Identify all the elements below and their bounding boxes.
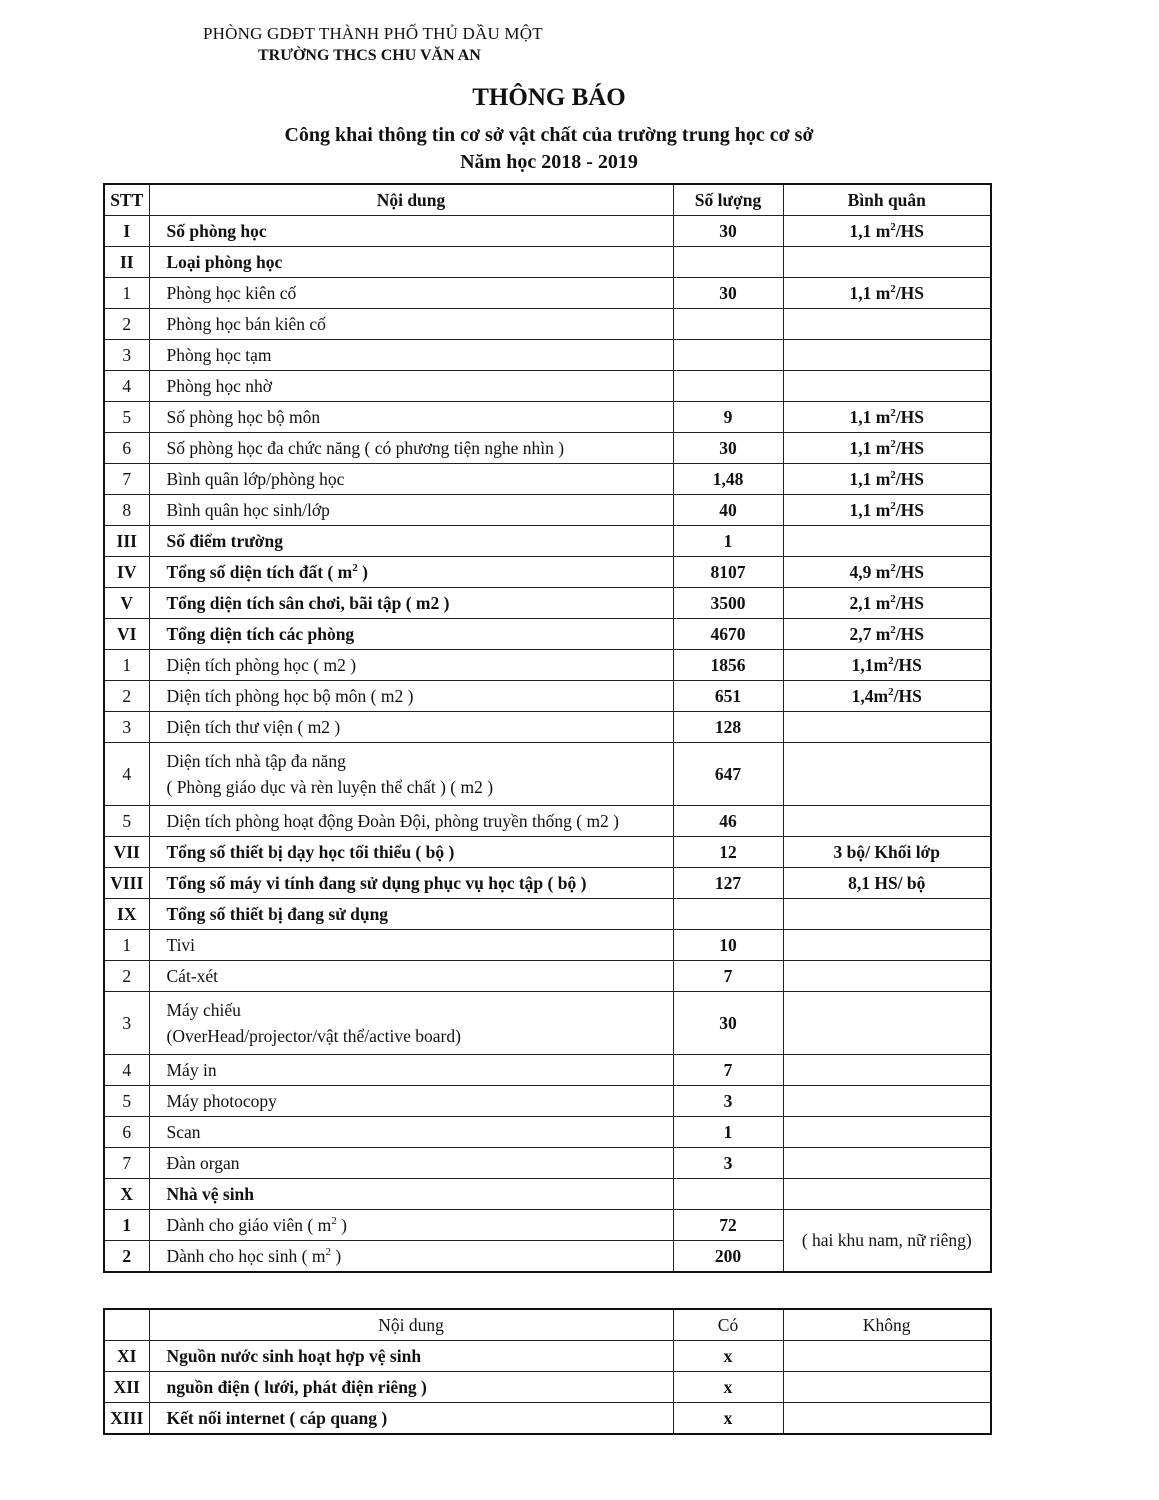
superscript: 2: [890, 282, 896, 295]
table-row: [104, 464, 991, 495]
row-content-text: Tổng số diện tích đất ( m: [166, 561, 353, 582]
row-average-text: 1,1 m: [849, 406, 891, 427]
row-average: [783, 806, 991, 837]
row-stt: V: [104, 588, 149, 619]
row-average: [783, 1179, 991, 1210]
row-content: Tổng số máy vi tính đang sử dụng phục vụ học tập ( bộ ): [149, 868, 673, 899]
row-average: [783, 247, 991, 278]
row-content-suffix: ): [330, 1245, 342, 1266]
row-quantity: 7: [673, 1055, 783, 1086]
table-row: [104, 309, 991, 340]
row-stt: 1: [104, 278, 149, 309]
row-average-suffix: /HS: [895, 406, 925, 427]
table-row: [104, 1148, 991, 1179]
row-average-suffix: /HS: [895, 282, 925, 303]
row-average: [783, 743, 991, 806]
table-row: [104, 930, 991, 961]
table-row: [104, 1086, 991, 1117]
header-stt: [104, 1309, 149, 1341]
row-quantity: 4670: [673, 619, 783, 650]
superscript: 2: [890, 592, 896, 605]
row-average-text: 1,1 m: [849, 437, 891, 458]
row-average-text: 1,4m: [851, 685, 889, 706]
row-quantity: [673, 899, 783, 930]
row-content: Kết nối internet ( cáp quang ): [149, 1403, 673, 1435]
table-row: [104, 495, 991, 526]
row-average-suffix: /HS: [895, 468, 925, 489]
row-quantity: [673, 309, 783, 340]
row-content: Máy in: [149, 1055, 673, 1086]
row-content: Cát-xét: [149, 961, 673, 992]
table-row: [104, 247, 991, 278]
row-stt: 6: [104, 433, 149, 464]
table-row: [104, 1210, 991, 1241]
row-quantity: 30: [673, 992, 783, 1055]
superscript: 2: [890, 623, 896, 636]
row-quantity: 8107: [673, 557, 783, 588]
header-average: Bình quân: [783, 184, 991, 216]
row-content: Tổng số thiết bị đang sử dụng: [149, 899, 673, 930]
row-average-text: 1,1 m: [849, 220, 891, 241]
table-row: [104, 650, 991, 681]
row-content: [149, 992, 673, 1055]
row-quantity: 10: [673, 930, 783, 961]
school-year: Năm học 2018 - 2019: [460, 151, 638, 173]
row-content: [149, 743, 673, 806]
row-average: 8,1 HS/ bộ: [783, 868, 991, 899]
row-stt: 7: [104, 1148, 149, 1179]
table-row: [104, 619, 991, 650]
row-stt: VIII: [104, 868, 149, 899]
table-row: [104, 868, 991, 899]
row-content-suffix: ): [336, 1214, 347, 1235]
row-quantity: 7: [673, 961, 783, 992]
table-row: [104, 1117, 991, 1148]
row-stt: XIII: [104, 1403, 149, 1435]
superscript: 2: [890, 406, 896, 419]
row-average: [783, 588, 991, 619]
table-row: [104, 1372, 991, 1403]
table-row: [104, 712, 991, 743]
row-stt: II: [104, 247, 149, 278]
row-content: Diện tích phòng hoạt động Đoàn Đội, phòng truyền thống ( m2 ): [149, 806, 673, 837]
row-average-suffix: /HS: [895, 561, 925, 582]
row-average-suffix: /HS: [893, 654, 922, 675]
toilet-note: ( hai khu nam, nữ riêng): [783, 1210, 991, 1273]
row-stt: 3: [104, 340, 149, 371]
row-average: [783, 619, 991, 650]
row-stt: IX: [104, 899, 149, 930]
row-quantity: 128: [673, 712, 783, 743]
superscript: 2: [890, 220, 896, 233]
row-average: [783, 961, 991, 992]
facilities-table: [103, 183, 992, 1273]
row-stt: I: [104, 216, 149, 247]
row-average: [783, 650, 991, 681]
row-content: [149, 1210, 673, 1241]
row-average: [783, 930, 991, 961]
row-average-suffix: /HS: [895, 592, 925, 613]
row-stt: 6: [104, 1117, 149, 1148]
row-content: Scan: [149, 1117, 673, 1148]
row-average-text: 2,7 m: [849, 623, 891, 644]
row-average: [783, 433, 991, 464]
header-yes: Có: [673, 1309, 783, 1341]
row-quantity: 1,48: [673, 464, 783, 495]
row-content: Đàn organ: [149, 1148, 673, 1179]
table-row: [104, 806, 991, 837]
row-stt: VII: [104, 837, 149, 868]
row-quantity: 1: [673, 526, 783, 557]
table-row: [104, 526, 991, 557]
row-content: Số phòng học đa chức năng ( có phương tiện nghe nhìn ): [149, 433, 673, 464]
table-row: [104, 899, 991, 930]
row-stt: 2: [104, 681, 149, 712]
superscript: 2: [890, 561, 896, 574]
row-quantity: [673, 1179, 783, 1210]
document-title: THÔNG BÁO: [472, 84, 626, 111]
row-average: [783, 899, 991, 930]
row-no: [783, 1372, 991, 1403]
row-quantity: 46: [673, 806, 783, 837]
row-quantity: 3500: [673, 588, 783, 619]
table-row: [104, 216, 991, 247]
superscript: 2: [331, 1214, 337, 1227]
row-content: Tổng diện tích sân chơi, bãi tập ( m2 ): [149, 588, 673, 619]
row-content: [149, 1241, 673, 1273]
row-average: [783, 1148, 991, 1179]
row-stt: 7: [104, 464, 149, 495]
row-quantity: 30: [673, 433, 783, 464]
header-content: Nội dung: [149, 184, 673, 216]
row-content-line: Máy chiếu: [166, 1000, 241, 1020]
superscript: 2: [888, 654, 894, 667]
row-content: Loại phòng học: [149, 247, 673, 278]
row-content: Phòng học nhờ: [149, 371, 673, 402]
row-stt: VI: [104, 619, 149, 650]
table-row: [104, 992, 991, 1055]
row-stt: 3: [104, 712, 149, 743]
row-content-line: Diện tích nhà tập đa năng: [166, 751, 346, 771]
superscript: 2: [352, 561, 358, 574]
row-quantity: 3: [673, 1086, 783, 1117]
row-content: Bình quân lớp/phòng học: [149, 464, 673, 495]
row-average: [783, 495, 991, 526]
table-row: [104, 340, 991, 371]
row-average: [783, 712, 991, 743]
row-average-text: 1,1 m: [849, 282, 891, 303]
row-content-text: Dành cho giáo viên ( m: [166, 1214, 332, 1235]
row-content-text: Dành cho học sinh ( m: [166, 1245, 326, 1266]
school-name: TRƯỜNG THCS CHU VĂN AN: [258, 47, 481, 64]
row-content: Tivi: [149, 930, 673, 961]
row-content-line: (OverHead/projector/vật thể/active board): [166, 1026, 461, 1046]
header-quantity: Số lượng: [673, 184, 783, 216]
row-quantity: [673, 247, 783, 278]
row-average: [783, 464, 991, 495]
table-row: [104, 278, 991, 309]
row-quantity: 3: [673, 1148, 783, 1179]
row-yes: x: [673, 1403, 783, 1435]
row-stt: 5: [104, 402, 149, 433]
row-stt: XII: [104, 1372, 149, 1403]
row-stt: X: [104, 1179, 149, 1210]
row-quantity: [673, 371, 783, 402]
row-average: [783, 402, 991, 433]
row-content: Số phòng học bộ môn: [149, 402, 673, 433]
row-average-text: 1,1m: [851, 654, 889, 675]
row-stt: 1: [104, 930, 149, 961]
row-average: [783, 1055, 991, 1086]
row-content: Diện tích phòng học bộ môn ( m2 ): [149, 681, 673, 712]
row-stt: 5: [104, 1086, 149, 1117]
row-average-suffix: /HS: [893, 685, 922, 706]
table-row: [104, 588, 991, 619]
row-stt: 3: [104, 992, 149, 1055]
table-row: [104, 557, 991, 588]
row-stt: 4: [104, 1055, 149, 1086]
row-average: [783, 526, 991, 557]
row-content: Phòng học bán kiên cố: [149, 309, 673, 340]
department-name: PHÒNG GDĐT THÀNH PHỐ THỦ DẦU MỘT: [203, 24, 543, 43]
table-header-row: [104, 1309, 991, 1341]
row-quantity: 9: [673, 402, 783, 433]
row-average: [783, 1117, 991, 1148]
row-average: [783, 1086, 991, 1117]
row-content: Diện tích phòng học ( m2 ): [149, 650, 673, 681]
header-no: Không: [783, 1309, 991, 1341]
row-content: nguồn điện ( lưới, phát điện riêng ): [149, 1372, 673, 1403]
row-yes: x: [673, 1341, 783, 1372]
row-average-text: 1,1 m: [849, 499, 891, 520]
row-stt: 5: [104, 806, 149, 837]
row-content: Số phòng học: [149, 216, 673, 247]
row-stt: 1: [104, 650, 149, 681]
table-row: [104, 371, 991, 402]
row-stt: IV: [104, 557, 149, 588]
row-quantity: 30: [673, 278, 783, 309]
row-average: [783, 681, 991, 712]
row-content: Nguồn nước sinh hoạt hợp vệ sinh: [149, 1341, 673, 1372]
row-content: Nhà vệ sinh: [149, 1179, 673, 1210]
superscript: 2: [890, 468, 896, 481]
header-stt: STT: [104, 184, 149, 216]
utilities-table: [103, 1308, 992, 1435]
row-content: Phòng học kiên cố: [149, 278, 673, 309]
row-quantity: 40: [673, 495, 783, 526]
row-quantity: 647: [673, 743, 783, 806]
document-subtitle: Công khai thông tin cơ sở vật chất của trường trung học cơ sở: [284, 124, 814, 146]
superscript: 2: [888, 685, 894, 698]
row-content: Tổng diện tích các phòng: [149, 619, 673, 650]
row-quantity: 200: [673, 1241, 783, 1273]
row-no: [783, 1341, 991, 1372]
table-row: [104, 1055, 991, 1086]
row-average-suffix: /HS: [895, 499, 925, 520]
row-content: Bình quân học sinh/lớp: [149, 495, 673, 526]
superscript: 2: [325, 1245, 331, 1258]
table-row: [104, 1179, 991, 1210]
row-average-text: 1,1 m: [849, 468, 891, 489]
row-stt: 8: [104, 495, 149, 526]
header-content: Nội dung: [149, 1309, 673, 1341]
row-quantity: 12: [673, 837, 783, 868]
row-stt: 4: [104, 371, 149, 402]
row-stt: 2: [104, 1241, 149, 1273]
row-quantity: 1856: [673, 650, 783, 681]
row-stt: 1: [104, 1210, 149, 1241]
row-quantity: 30: [673, 216, 783, 247]
row-content: Tổng số thiết bị dạy học tối thiểu ( bộ ): [149, 837, 673, 868]
row-average: 3 bộ/ Khối lớp: [783, 837, 991, 868]
superscript: 2: [890, 437, 896, 450]
row-content: [149, 557, 673, 588]
table-row: [104, 433, 991, 464]
row-no: [783, 1403, 991, 1435]
row-average: [783, 340, 991, 371]
row-average: [783, 371, 991, 402]
table-row: [104, 681, 991, 712]
row-content: Máy photocopy: [149, 1086, 673, 1117]
row-content-line: ( Phòng giáo dục và rèn luyện thể chất ) ( m2 ): [166, 777, 494, 797]
row-stt: XI: [104, 1341, 149, 1372]
row-average: [783, 278, 991, 309]
row-stt: 2: [104, 961, 149, 992]
row-stt: III: [104, 526, 149, 557]
table-row: [104, 402, 991, 433]
row-stt: 2: [104, 309, 149, 340]
row-average-text: 2,1 m: [849, 592, 891, 613]
row-quantity: 651: [673, 681, 783, 712]
row-average: [783, 216, 991, 247]
row-average: [783, 309, 991, 340]
row-average-suffix: /HS: [895, 623, 925, 644]
row-content: Phòng học tạm: [149, 340, 673, 371]
row-quantity: 1: [673, 1117, 783, 1148]
table-row: [104, 1341, 991, 1372]
row-stt: 4: [104, 743, 149, 806]
row-average-suffix: /HS: [895, 220, 925, 241]
row-yes: x: [673, 1372, 783, 1403]
row-average: [783, 557, 991, 588]
row-average-suffix: /HS: [895, 437, 925, 458]
superscript: 2: [890, 499, 896, 512]
row-content: Số điểm trường: [149, 526, 673, 557]
table-row: [104, 743, 991, 806]
row-average-text: 4,9 m: [849, 561, 891, 582]
row-quantity: 72: [673, 1210, 783, 1241]
row-content: Diện tích thư viện ( m2 ): [149, 712, 673, 743]
row-quantity: 127: [673, 868, 783, 899]
row-quantity: [673, 340, 783, 371]
table-header-row: [104, 184, 991, 216]
row-average: [783, 992, 991, 1055]
table-row: [104, 961, 991, 992]
row-content-suffix: ): [357, 561, 368, 582]
table-row: [104, 1403, 991, 1435]
table-row: [104, 837, 991, 868]
